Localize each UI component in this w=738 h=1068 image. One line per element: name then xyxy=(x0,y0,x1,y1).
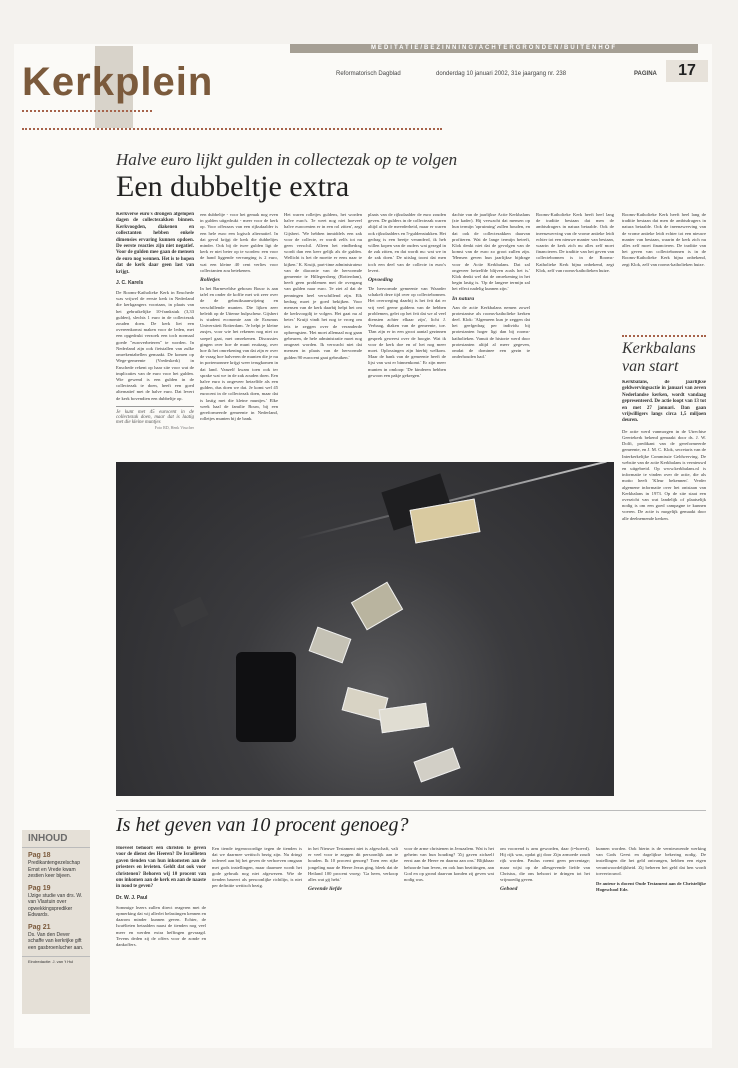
sidebar-title-line: van start xyxy=(622,358,679,375)
article-column-3 xyxy=(284,212,362,452)
article-text: De Rooms-Katholieke Kerk in Enschede was vrijwel de eerste kerk in Nederland die kerkgangers voortaan, in plaats van het gebruikelijke 10-frankstuk (3,33 gulden), slechts 1 euro in de collectezak zouden doen. De kerk liet een overeenkomst maken voor de leden, met een opgedrukt verzoek een toch normaal goede "euroverbeteren" te worden. In Nederland zijn ook fietstallen van zulke omrekentabellen gemaakt. De komen op Wege-gemeente (Vredeskerk) in Enschede rekent op haar site voor wat de implicaties van de euro voor het gulden. Wie gewend is een gulden in de collectezak te doen, heeft een goed alternatief met de halve euro. Dat levert de kerk bovendien een dubbeltje op. xyxy=(116,290,194,401)
sidebar-rule xyxy=(622,335,706,337)
page-number: 17 xyxy=(666,60,708,82)
article-column-5 xyxy=(452,212,530,452)
article-text: Rooms-Katholieke Kerk heeft heel lang de traditie bestaan dat men de ambtsdragers in natura betaalde. Ook de ineenzwerving van de vrome antieke leidt echter tot een nieuwe manier van bestaan, waarin de kerk zich nu alles zelf moet financieren. De traditie van het geven van collectebonnen is in de Rooms-Katholieke Kerk bijna onbekend, zegt Klok, zelf van rooms-katholieken huize. xyxy=(622,212,706,267)
masthead-rule xyxy=(22,128,442,130)
article-text: een dubbeltje - voor het gemak nog even in gulden uitgedrukt - meer voor de kerk op. Voor offeraars van een rijksdaalder is een hele euro een logisch alternatief. In dat geval krijgt de kerk die dubbeltjes minder. Ook bij de twee gulden ligt de kerk er niet beter op te worden: een voor de hand liggende vervanging is 2 euro, wat een kleine 40 cent verlies voor collectanten zou betekenen. xyxy=(200,212,278,273)
sidebar-lead: Kerkbalans, de jaarlijkse geldwervingsactie in januari van zeven Nederlandse kerken, wordt vandaag gepresenteerd. De actie loopt van 13 tot en met 27 januari. Dan gaan vrijwilligers langs circa 1,5 miljoen deuren. xyxy=(622,380,706,424)
paper-name: Reformatorisch Dagblad xyxy=(336,71,401,77)
inhoud-title: INHOUD xyxy=(22,830,90,848)
sidebar-text: De actie werd vanmorgen in de Utrechtse Geertekerk bekend gemaakt door ds. J. W. Dolfi, predikant van de gereformeerde gemeente, en J. M. C. Klok, secretaris van de Interkerkelijke Commissie Geldwerving. De website van de actie Kerkbalans is vernieuwd en uitgebreid. Op www.kerkbalans.nl is informatie te vinden over de actie, die als motto heeft 'Kleur bekennen'. Verder algemene informatie over het ontstaan van Kerkbalans in 1973. Op de site staat een overzicht van wat landelijk of plaatselijk nodig is om een goed campagne te kunnen voeren. De actie is mogelijk gemaakt door alle deelnemende kerken. xyxy=(622,428,706,521)
article-text: Rooms-Katholieke Kerk heeft heel lang de traditie bestaan dat men de ambtsdragers in natura betaalde. Ook de ineenzwerving van de vrome antieke leidt echter tot een nieuwe manier van bestaan, waarin de kerk zich nu alles zelf moet financieren. De traditie van het geven van collectebonnen is in de Rooms-Katholieke Kerk bijna onbekend, zegt Klok, zelf van rooms-katholieken huize. xyxy=(536,212,614,273)
article2-column-1 xyxy=(116,846,206,1022)
article-headline: Een dubbeltje extra xyxy=(116,170,350,203)
inhoud-footer: Eindredactie: J. van 't Hul xyxy=(22,956,90,967)
article-text: voor de arme christenen in Jeruzalem. Wat is het geheim van hun houding? 'Zij gaven zichzelf eerst aan de Heere en daarna aan ons.' Blijkbaar behoorde hun leven, en ook hun bezittingen, aan God en op grond daarvan konden zij geven wat nodig was. xyxy=(404,846,494,883)
article-text: Een tiende tegenwoordige tegen de tienden is dat we daarmee wettisch bezig zijn. Nu dringt iedereel aan bij het geven de verhoeven omgaan met gods instellingen, maar daarmee wordt het gode gebruik nog niet afgewezen. Wie de tienden baseert als persoonlijke richtlijn, is niet per definitie wettisch bezig. xyxy=(212,846,302,889)
article-text: plaats van de rijksdaalder de euro zouden geven. De gulders in de collectezak waren altijd al in de meerderheid, maar er waren ook rijksdaalders en 5-guldenstukken. Het gedrag is een beetje veranderd, ik heb willen kopen van de ouders wat gezegd in de zak zitten, en dat wordt nu: wat we in de zak doen.' De uitslag toont dat men toch een deel van de collecte in euro's levert. xyxy=(368,212,446,273)
article2-column-6 xyxy=(596,846,706,1022)
article-column-4 xyxy=(368,212,446,452)
article-column-1 xyxy=(116,212,194,452)
banknote xyxy=(414,747,461,782)
article-text: 'De hervormde gemeente van Waarder schakelt deze tijd over op collectebonnen. Het overweging daarbij is het feit dat er vrij veel geene guldens van de hebben problemen, gelet op het feit dat we al veel diensten achter elkaar zijn', licht J. Verbaag, diaken van de gemeente, toe. 'Dan zijn er in een groot aantal gezinnen gesprek geweest over de hoogte. Wat ik voor de kerk doe en of het nog meer moet. Oplossingen zijn hierbij welkom. Maar de bank van de gemeente heeft de lijst van wat er binnenkomt.' Er zijn meer munten in omloop: 'De kinderen hebben gewoon een pakje gekregen.' xyxy=(368,286,446,378)
photo-credit: Foto RD, Henk Visscher xyxy=(154,424,194,430)
subheading: Gevende liefde xyxy=(308,886,343,893)
dateline: donderdag 10 januari 2002, 31e jaargang nr. 238 xyxy=(436,71,567,77)
inhoud-page: Pag 21 xyxy=(28,923,51,931)
article2-rule xyxy=(116,810,706,811)
article-text: in het Nieuwe Testament niet is afgeschaft, valt er veel voor te zeggen dit persoonlijk aan te houden. Ik 10 procent genoeg? Toen een rijke jongeling naar de Heere Jezus ging, bleek dat de Heiland 100 procent vroeg: 'Ga heen, verkoop alles wat gij hebt.' xyxy=(308,846,398,883)
article-column-6 xyxy=(536,212,614,452)
author-bio: De auteur is docent Oude Testament aan de Christelijke Hogeschool Ede. xyxy=(596,881,706,893)
inhoud-text: Ds. Van den Dever schaffe van kerkrijke gift een gasbroenlucher aan. xyxy=(28,931,84,951)
inhoud-text: IJzige studie van drs. W. van Vlastuin over opwekkingsprediker Edwards. xyxy=(28,892,83,918)
subheading: Opvoeding xyxy=(368,277,393,284)
article2-headline: Is het geven van 10 procent genoeg? xyxy=(116,814,409,836)
article-byline: J. C. Karels xyxy=(116,280,144,287)
article-text: Aan de actie Kerkbalans nemen zowel protestantse als rooms-katholieke kerken deel. Klok: 'Algemeen kun je zeggen dat het geefgedrag per individu bij protestanten hoger ligt dan bij rooms-katholieken. Vanuit de historie werd door protestanten altijd al meer gegeven, omdat de dominee een gezin te onderhouden had.' xyxy=(452,304,530,360)
article-lead: Kerkverse euro's drongen afgelopen dagen de collectezakken binnen. Kerkvoogden, diakenen en collectanten hebben enkele dimensies ervaring kunnen opdoen. De eerste reacties zijn niet negatief. Voor de gulden mee gaan de mensen de euro nog wennen. Het is te hopen dat de kerk daar geen last van krijgt. xyxy=(116,212,194,275)
article-kicker: Halve euro lijkt gulden in collectezak op te volgen xyxy=(116,150,458,169)
article-text: In het Barneveldse gebouw Bouw is aan tafel en onder de koffie met wit zeer over de de gebruiksaanwijzing en verschillende munten. Die lijken zeer beleidt op de Uttense hulpscheur. Gijsbert is student economie aan de Erasmus Universiteit Rotterdam. 'Je helpt je kleine zusjes, voor wie het rekenen nog niet zo soepel gaat, met omrekenen. Discussies gingen over hoe de munt eruitzag, over hoe ik het omrekening van dat zijn er over de vraag hoe halveren de munten die je nu in portemonnee krijgt weer terugkomen in dat land. Vanzelf kwam toen ook ter sprake wat we in de zak zouden doen. Een halve euro is ongeveer hetzelfde als een gulden, dus doen we dat. Je komt wel 45 eurocent in de collectezak doen, maar dat is lastig met die kleine muntjes.' Elke week haal de familie Bouw, bij een gereformeerde gemeente in Nederland, rolletjes munten bij de bank. xyxy=(200,286,278,422)
article-text: kunnen worden. Ook hierin is de vernieuwende werking van Gods Geest en dagelijkse bekering nodig. De instellingen die het geld ontvangen, hebben een eigen verantwoordelijkheid. Zij beheren het geld dat hen wordt toevertrouwd. xyxy=(596,846,706,876)
inhoud-text: Predikantengezelschap Ernst en Vrede kwam zestien keer bijeen. xyxy=(28,860,80,879)
page-label: PAGINA xyxy=(634,71,657,77)
article-column-2 xyxy=(200,212,278,452)
inhoud-box xyxy=(22,830,90,1014)
article2-byline: Dr. W. J. Paul xyxy=(116,894,148,901)
inhoud-page: Pag 18 xyxy=(28,852,51,859)
article2-column-5 xyxy=(500,846,590,1022)
photo-quote: Je kunt met 45 eurocent in de collectezak doen, maar dat is laatig met die kleine muntjes xyxy=(116,406,194,425)
banknote xyxy=(351,582,403,631)
sidebar-title-line: Kerkbalans xyxy=(622,340,696,357)
banknote xyxy=(309,627,352,664)
subheading: Geboed xyxy=(500,886,518,893)
page-title: Kerkplein xyxy=(22,60,214,104)
sidebar-body xyxy=(622,380,706,796)
article-text: om voorrend is arm geworden, daar (i=hoevd). Hij rijk was, opdat gij door Zijn armoede zoudt rijk worden. Paulus roemt geen percentage; maar wijst op de allesgevende liefde van Christus, die ons behoort te dringen tot het vrijmoedig geven. xyxy=(500,846,590,883)
article2-column-3 xyxy=(308,846,398,1022)
inhoud-page: Pag 19 xyxy=(28,884,51,892)
section-bar: MEDITATIE/BEZINNING/ACHTERGRONDEN/BUITENHOF xyxy=(290,44,698,53)
dark-card xyxy=(173,597,209,628)
article2-column-2 xyxy=(212,846,302,1022)
article2-column-4 xyxy=(404,846,494,1022)
subheading: In natura xyxy=(452,295,475,302)
article-text: dachte van de jaarlijkse Actie Kerkbalans (zie kader). Hij verwacht dat mensen op hun termijn 'opruiming' zullen houden, en dat ook de collectezakken daarvan profiteren. Wat de lange termijn betreft, Klok denkt niet dat de gevolgen van de komst van de euro zo groot zullen zijn. 'Mensen geven hun jaarlijkse bijdrage voor de Actie Kerkbalans. Dat zal ongeveer hetzelfde blijven zoals het is.' Klok denkt wel dat de omrekening in het begin lastig is. 'Op de langere termijn zal het effect nadelig kunnen zijn.' xyxy=(452,212,530,292)
banknote xyxy=(379,703,430,733)
article2-lead: Hoeveel behoort een christen te geven voor de dienst des Heeren? De Israëlieten gaven tienden van hun inkomsten aan de priesters en levieten. Geldt dat ook voor christenen? Behoren wij 10 procent van ons inkomen aan de kerk en aan de naaste in nood te geven? xyxy=(116,846,206,890)
euro-banknotes-coins-icon xyxy=(116,462,614,796)
article-text: Het waren rolletjes guldens, het worden halve euro's. 'Je weet nog niet hoeveel halve eurocenten er in een rol zitten', zegt Gijsbert. 'We hebben inmiddels een zak voor de collecte, er wordt zelfs tot nu geen verschil. Alleen het eindbedrag wordt dan een keer gelijk als de gulden. Wellicht is het de moeite er eens naar te kijken.' K. Kruijt, part-time administrateur van de diaconie van de hervormde gemeente te Hillegersberg (Rotterdam), heeft geen problemen met de overgang van gulden naar euro. 'Je ziet al dat de penningen heel verschillend zijn. Elk bedrag moet je goed bekijken. Voor mensen van de kerk daarbij helpt het om de kerkvoogdij te volgen. Het gaat nu al beter.' Kruijt vindt het nog te vroeg om iets te zeggen over de veranderde opbrengsten. 'Het moet allemaal nog gaan gebeuren, de hele administratie moet nog omgezet worden. Ik verwacht niet dat mensen in plaats van de hervormde gulden 90 eurocent gaat gebruiken.' xyxy=(284,212,362,360)
article-text: Sommige lezers zullen direct reageren met de opmerking dat wij allerlei belastingen kennen en daarom minder kunnen geven. Echter, de Israëlieten betaalden naast de tienden nog veel meer en werden extra heffingen gevraagd. Tevens deden zij de offers voor de zonde en dankoffers. xyxy=(116,904,206,948)
subheading: Rolletjes xyxy=(200,277,220,284)
sidebar-title xyxy=(622,340,696,376)
masthead-dots xyxy=(22,110,152,112)
wallet xyxy=(236,652,296,742)
article-column-7 xyxy=(622,212,706,322)
